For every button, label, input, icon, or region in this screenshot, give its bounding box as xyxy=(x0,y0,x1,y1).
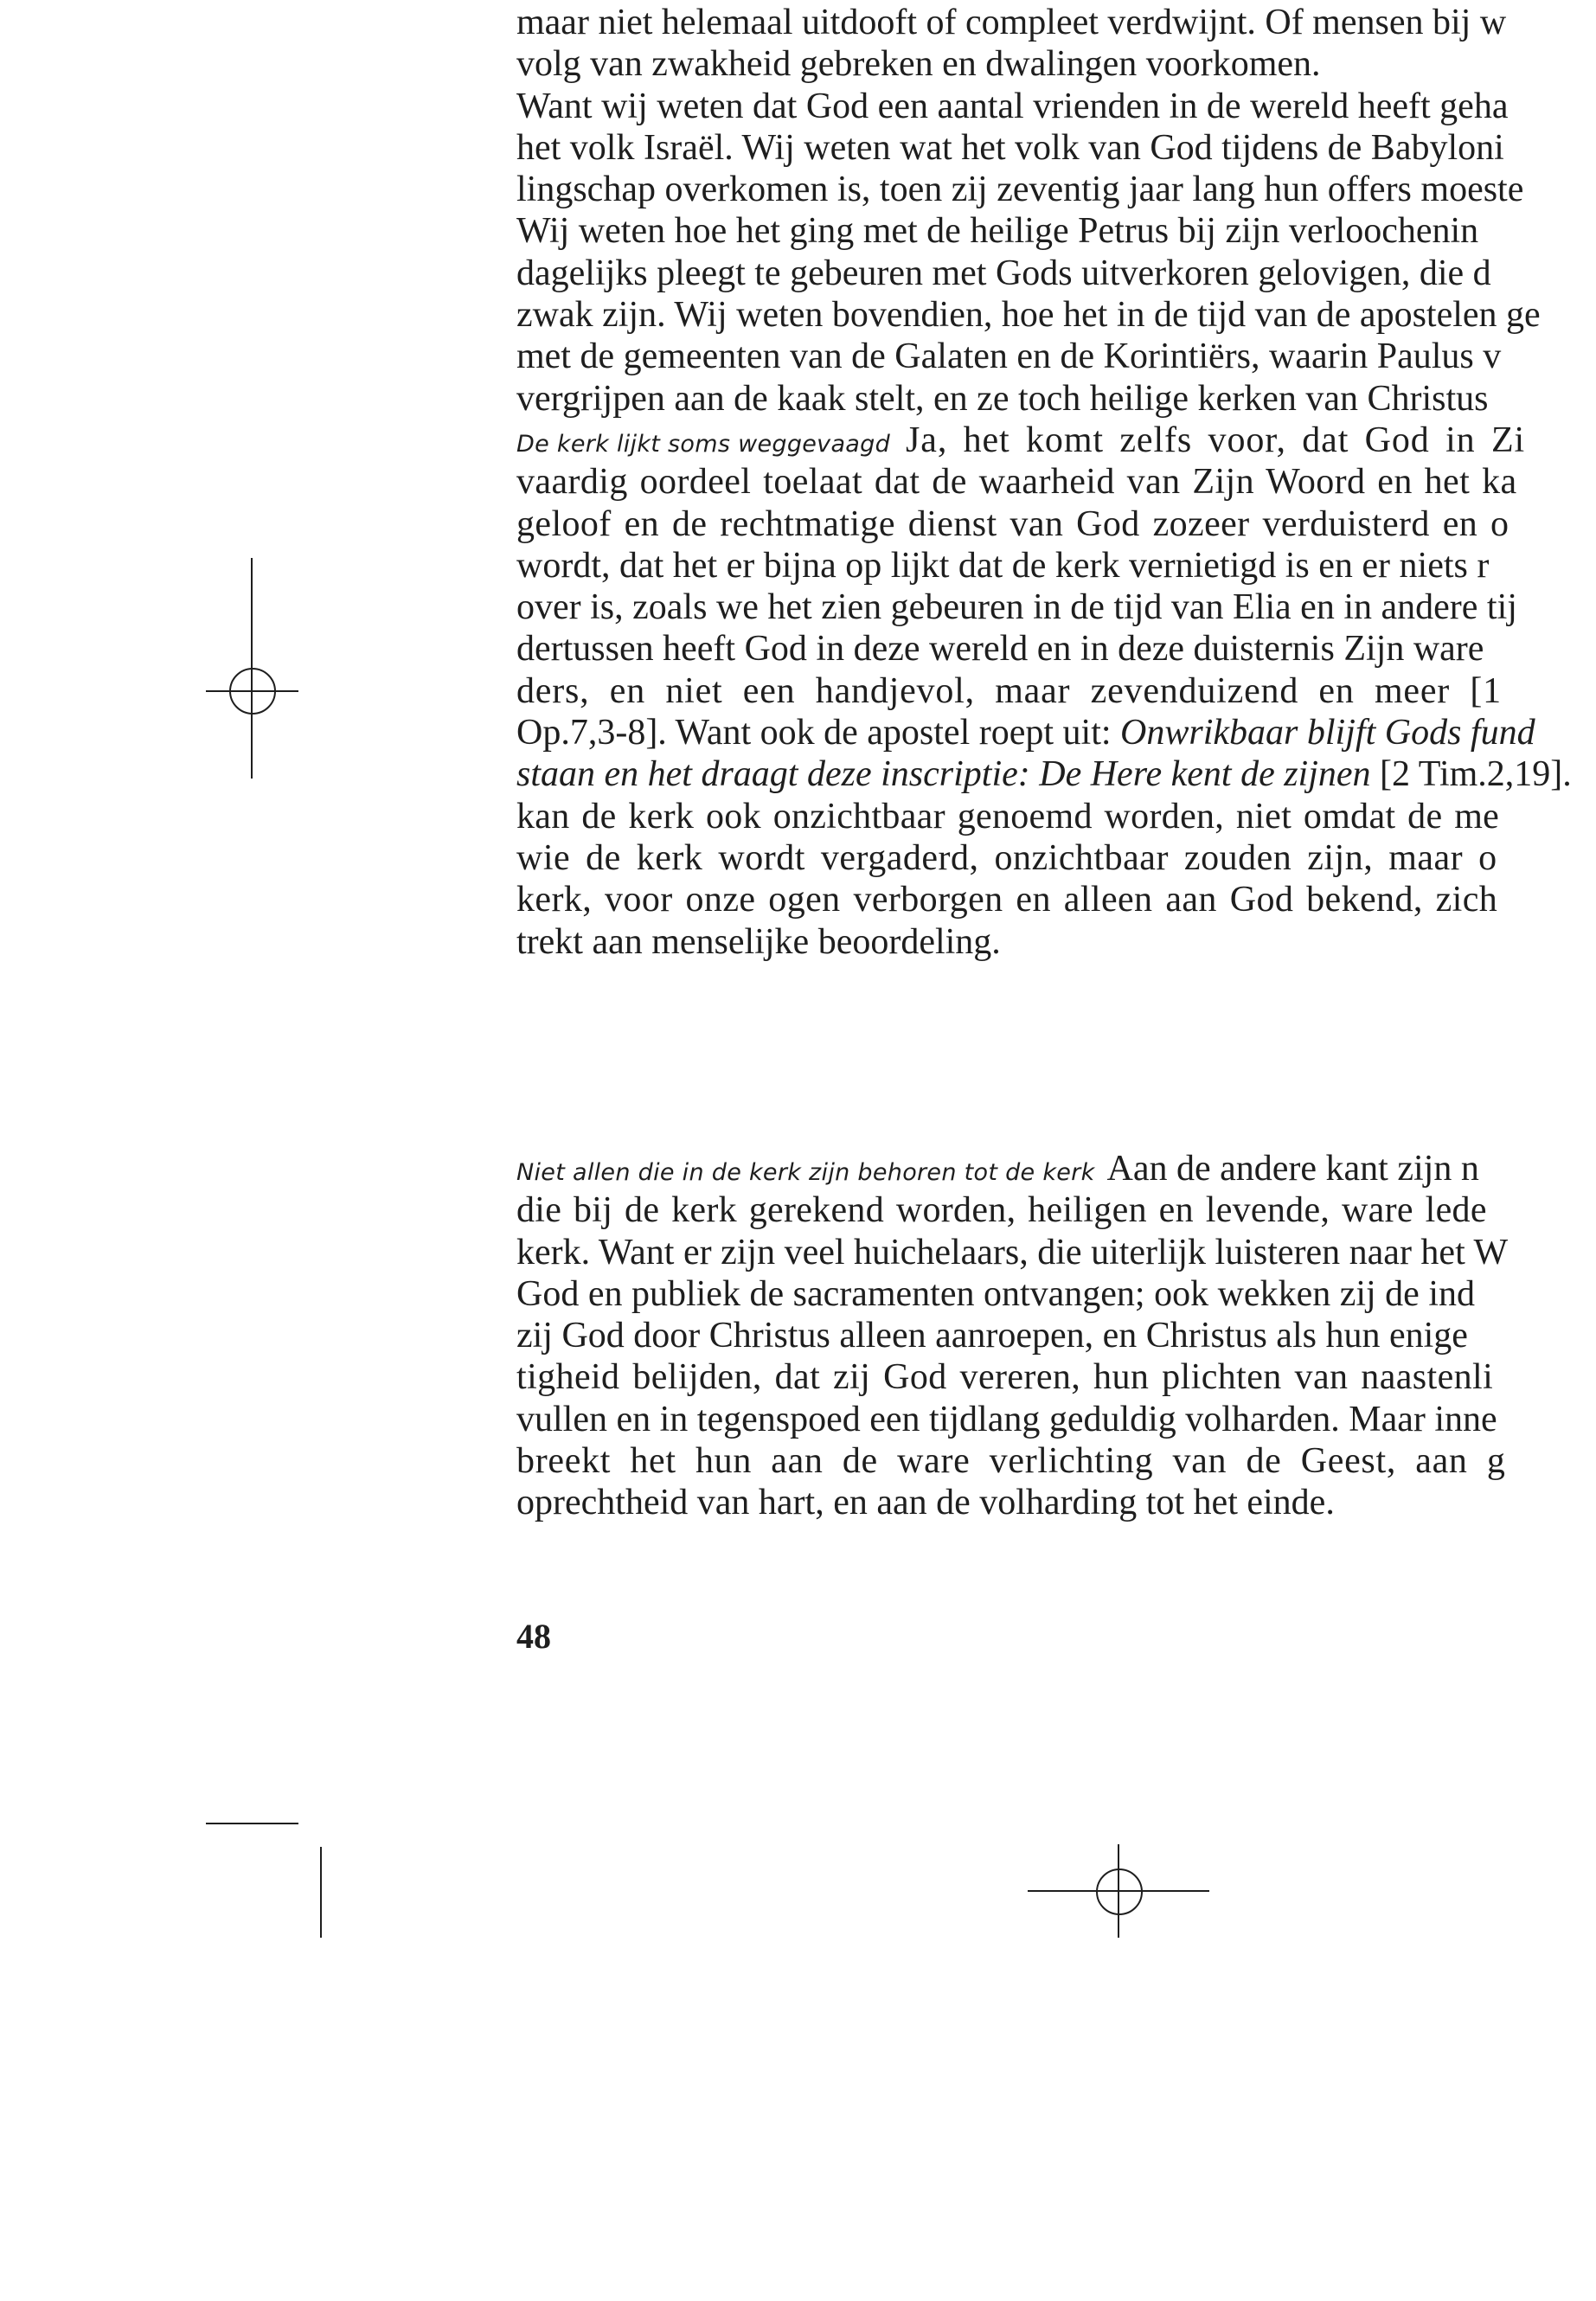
text-line: geloof en de rechtmatige dienst van God zozeer verduisterd en o xyxy=(516,503,1509,544)
body-text-top xyxy=(516,2,1596,963)
text-line: zij God door Christus alleen aanroepen, en Christus als hun enige xyxy=(516,1316,1468,1356)
text-line xyxy=(516,712,1596,753)
text-line: breekt het hun aan de ware verlichting van de Geest, aan g xyxy=(516,1441,1506,1482)
text-fragment: Ja, het komt zelfs voor, dat God in Zi xyxy=(906,420,1526,460)
scripture-quote: staan en het draagt deze inscriptie: De Here kent de zijnen xyxy=(516,754,1371,795)
margin-note: De kerk lijkt soms weggevaagd xyxy=(516,430,891,458)
text-line: over is, zoals we het zien gebeuren in de tijd van Elia en in andere tij xyxy=(516,587,1517,628)
text-line xyxy=(516,753,1596,795)
text-line: dagelijks pleegt te gebeuren met Gods uitverkoren gelovigen, die d xyxy=(516,253,1491,293)
text-fragment: Op.7,3-8]. Want ook de apostel roept uit: xyxy=(516,713,1121,753)
text-line: Wij weten hoe het ging met de heilige Petrus bij zijn verloochenin xyxy=(516,211,1479,252)
text-line: volg van zwakheid gebreken en dwalingen voorkomen. xyxy=(516,44,1321,85)
text-line: die bij de kerk gerekend worden, heiligen en levende, ware lede xyxy=(516,1190,1487,1231)
scripture-reference: [2 Tim.2,19]. xyxy=(1370,754,1572,795)
text-line: vergrijpen aan de kaak stelt, en ze toch heilige kerken van Christus xyxy=(516,378,1489,419)
text-line: kerk. Want er zijn veel huichelaars, die uiterlijk luisteren naar het W xyxy=(516,1232,1509,1272)
body-text-bottom xyxy=(516,1148,1596,1524)
crop-mark-bottom-left-vertical xyxy=(320,1847,322,1938)
registration-circle-bottom-icon xyxy=(1096,1868,1143,1915)
text-line: ders, en niet een handjevol, maar zevenduizend en meer [1 xyxy=(516,670,1502,711)
scripture-quote: Onwrikbaar blijft Gods fund xyxy=(1120,713,1535,753)
text-line: dertussen heeft God in deze wereld en in deze duisternis Zijn ware xyxy=(516,629,1484,670)
text-line-with-margin-note xyxy=(516,420,1596,461)
text-line: God en publiek de sacramenten ontvangen; ook wekken zij de ind xyxy=(516,1273,1475,1314)
text-line: vullen en in tegenspoed een tijdlang geduldig volharden. Maar inne xyxy=(516,1399,1497,1439)
text-line: trekt aan menselijke beoordeling. xyxy=(516,921,1001,962)
text-line: kan de kerk ook onzichtbaar genoemd worden, niet omdat de me xyxy=(516,796,1500,836)
registration-circle-left-icon xyxy=(229,668,276,715)
text-line: zwak zijn. Wij weten bovendien, hoe het in de tijd van de apostelen ge xyxy=(516,295,1541,336)
text-line: het volk Israël. Wij weten wat het volk van God tijdens de Babyloni xyxy=(516,127,1504,168)
text-line: lingschap overkomen is, toen zij zeventig jaar lang hun offers moeste xyxy=(516,170,1524,210)
text-line: kerk, voor onze ogen verborgen en alleen aan God bekend, zich xyxy=(516,880,1498,920)
page-number: 48 xyxy=(516,1617,551,1656)
text-line-with-margin-note xyxy=(516,1148,1596,1189)
text-line: tigheid belijden, dat zij God vereren, hun plichten van naastenli xyxy=(516,1357,1494,1398)
text-line: oprechtheid van hart, en aan de volharding tot het einde. xyxy=(516,1483,1335,1523)
text-line: wie de kerk wordt vergaderd, onzichtbaar zouden zijn, maar o xyxy=(516,837,1497,878)
text-line: wordt, dat het er bijna op lijkt dat de kerk vernietigd is en er niets r xyxy=(516,545,1490,586)
text-line: met de gemeenten van de Galaten en de Korintiërs, waarin Paulus v xyxy=(516,336,1502,377)
text-fragment: Aan de andere kant zijn n xyxy=(1106,1149,1479,1189)
margin-note: Niet allen die in de kerk zijn behoren tot de kerk xyxy=(516,1159,1095,1186)
text-line: maar niet helemaal uitdooft of compleet verdwijnt. Of mensen bij w xyxy=(516,3,1507,42)
text-line: Want wij weten dat God een aantal vrienden in de wereld heeft geha xyxy=(516,86,1509,126)
crop-mark-bottom-left-horizontal xyxy=(206,1823,298,1824)
text-line: vaardig oordeel toelaat dat de waarheid van Zijn Woord en het ka xyxy=(516,462,1517,503)
